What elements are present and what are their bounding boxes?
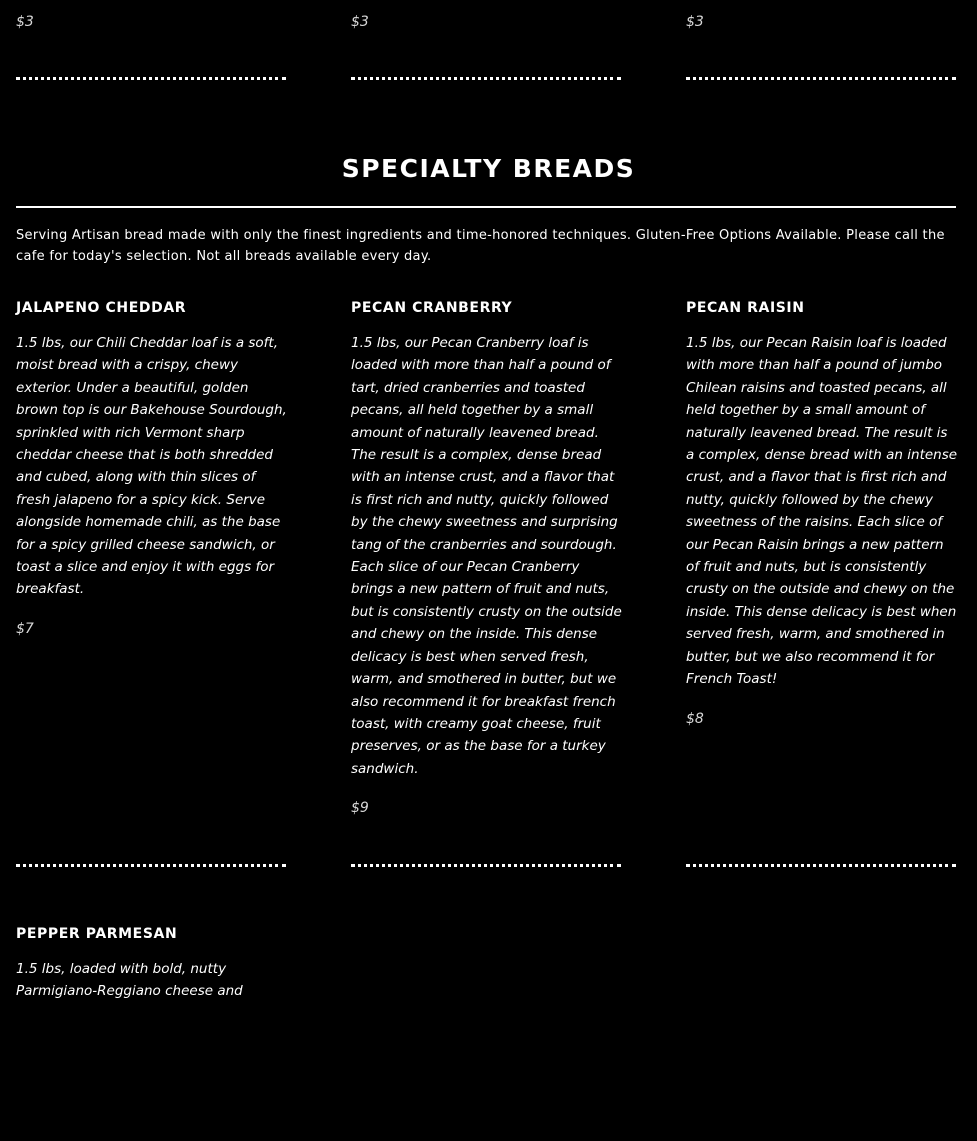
item-description: 1.5 lbs, our Pecan Cranberry loaf is loaded with more than half a pound of tart, dried cranberries and toasted pecans, all held together by a small amount of naturally leavened bread. The result is a complex, dense bread with an intense crust, and a flavor that is first rich and nutty, quickly followed by the chewy sweetness and surprising tang of the cranberries and sourdough. Each slice of our Pecan Cranberry brings a new pattern of fruit and nuts, but is consistently crusty on the outside and chewy on the inside. This dense delicacy is best when served fresh, warm, and smothered in butter, but we also recommend it for breakfast french toast, with creamy goat cheese, fruit preserves, or as the base for a turkey sandwich. xyxy=(351,335,622,777)
item-title: PECAN RAISIN xyxy=(686,300,805,316)
section-title: SPECIALTY BREADS xyxy=(341,154,636,183)
item-price: $7 xyxy=(16,621,34,637)
dotted-divider xyxy=(351,864,621,867)
item-description: 1.5 lbs, loaded with bold, nutty Parmigiano-Reggiano cheese and xyxy=(16,961,243,1000)
item-price: $3 xyxy=(351,14,369,30)
item-price: $9 xyxy=(351,800,369,816)
item-title: PECAN CRANBERRY xyxy=(351,300,513,316)
item-title: JALAPENO CHEDDAR xyxy=(16,300,187,316)
dotted-divider xyxy=(16,77,286,80)
item-price: $3 xyxy=(16,14,34,30)
item-price: $3 xyxy=(686,14,704,30)
dotted-divider xyxy=(686,77,956,80)
item-price: $8 xyxy=(686,711,704,727)
item-description: 1.5 lbs, our Pecan Raisin loaf is loaded with more than half a pound of jumbo Chilean raisins and toasted pecans, all held together by a small amount of naturally leavened bread. The result is a complex, dense bread with an intense crust, and a flavor that is first rich and nutty, quickly followed by the chewy sweetness of the raisins. Each slice of our Pecan Raisin brings a new pattern of fruit and nuts, but is consistently crusty on the outside and chewy on the inside. This dense delicacy is best when served fresh, warm, and smothered in butter, but we also recommend it for French Toast! xyxy=(686,335,958,688)
section-intro: Serving Artisan bread made with only the finest ingredients and time-honored techniques. Gluten-Free Options Available. Please call the cafe for today's selection. Not all breads available every day. xyxy=(16,228,945,264)
item-description: 1.5 lbs, our Chili Cheddar loaf is a soft, moist bread with a crispy, chewy exterior. Under a beautiful, golden brown top is our Bakehouse Sourdough, sprinkled with rich Vermont sharp cheddar cheese that is both shredded and cubed, along with thin slices of fresh jalapeno for a spicy kick. Serve alongside homemade chili, as the base for a spicy grilled cheese sandwich, or toast a slice and enjoy it with eggs for breakfast. xyxy=(16,335,287,598)
item-title: PEPPER PARMESAN xyxy=(16,926,178,942)
dotted-divider xyxy=(16,864,286,867)
dotted-divider xyxy=(351,77,621,80)
dotted-divider xyxy=(686,864,956,867)
section-divider xyxy=(16,206,956,208)
